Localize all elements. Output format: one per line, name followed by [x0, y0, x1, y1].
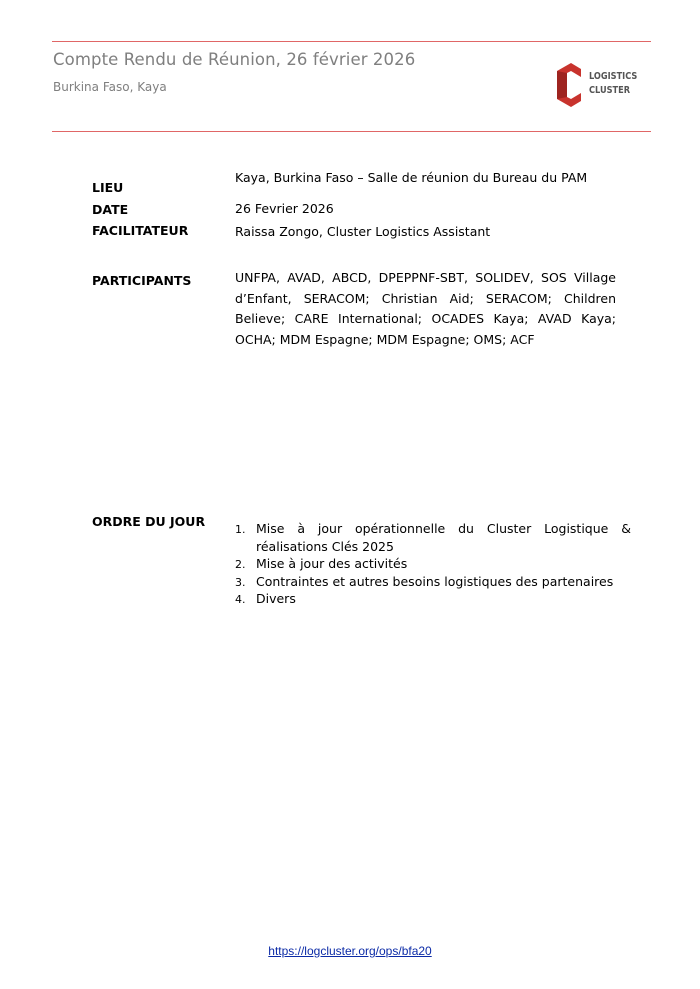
page-subtitle: Burkina Faso, Kaya: [53, 80, 167, 94]
logistics-cluster-logo: [557, 63, 647, 109]
participants-value: UNFPA, AVAD, ABCD, DPEPPNF-SBT, SOLIDEV, SOS Village d’Enfant, SERACOM; Christian Aid; SERACOM; Children Believe; CARE International; OCADES Kaya; AVAD Kaya; OCHA; MDM Espagne; MDM Espagne; OMS; ACF: [235, 270, 616, 347]
agenda-label: ORDRE DU JOUR: [92, 514, 206, 529]
facilitateur-value: Raissa Zongo, Cluster Logistics Assistant: [235, 224, 491, 239]
agenda-item: [235, 573, 631, 591]
footer-link[interactable]: https://logcluster.org/ops/bfa20: [268, 944, 432, 958]
participants-label: PARTICIPANTS: [92, 273, 192, 288]
agenda-item: [235, 555, 631, 573]
header-bottom-rule: [52, 131, 651, 132]
agenda-item: [235, 520, 631, 555]
facilitateur-label: FACILITATEUR: [92, 223, 189, 238]
date-label: DATE: [92, 202, 129, 217]
page-title: Compte Rendu de Réunion, 26 février 2026: [53, 50, 416, 69]
date-value: 26 Fevrier 2026: [235, 201, 334, 216]
lieu-value: Kaya, Burkina Faso – Salle de réunion du Bureau du PAM: [235, 170, 588, 185]
agenda-item-number: 1.: [235, 523, 246, 536]
agenda-item-number: 3.: [235, 575, 246, 589]
agenda-item: [235, 590, 631, 608]
lieu-label: LIEU: [92, 180, 124, 195]
agenda-item-number: 2.: [235, 558, 246, 571]
logo-line-1: LOGISTICS: [589, 71, 638, 82]
agenda-list: [235, 520, 631, 608]
logo-line-2: CLUSTER: [589, 85, 631, 96]
agenda-item-text: Mise à jour opérationnelle du Cluster Logistique & réalisations Clés 2025: [256, 521, 631, 554]
agenda-item-number: 4.: [235, 593, 246, 606]
logistics-cluster-logo-icon: [557, 63, 583, 109]
agenda-item-text: Mise à jour des activités: [256, 556, 408, 571]
agenda-item-text: Divers: [256, 591, 296, 606]
agenda-item-text: Contraintes et autres besoins logistiques des partenaires: [256, 573, 614, 589]
header-top-rule: [52, 41, 651, 42]
logo-wordmark: [589, 70, 637, 98]
